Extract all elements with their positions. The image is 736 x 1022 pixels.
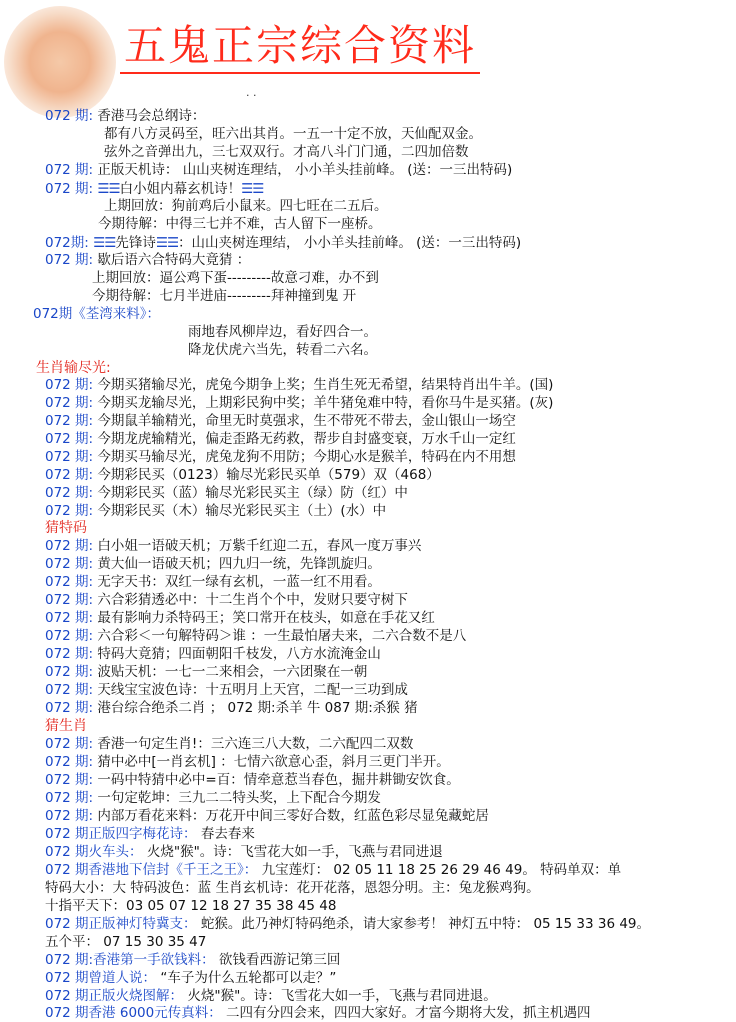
issue-label: 072 期正版神灯特冀支： [45,916,197,932]
text-line [45,413,516,430]
text-line [45,556,381,573]
line-text: 最有影响力杀特码王；笑口常开在枝头，如意在手花又红 [97,610,435,626]
bars-icon: ☰☰ [241,181,264,197]
line-text: 六合彩猜透必中：十二生肖个个中，发财只要守树下 [97,592,408,608]
line-text: 火烧"猴"。诗：飞雪花大如一手，飞燕与君同进退 [146,844,443,860]
line-text: 上期回放：狗前鸡后小鼠来。四七旺在二五后。 [104,198,388,214]
line-text: 猜中必中[一肖玄机] ：七情六欲意心歪，斜月三更门半开。 [97,754,450,770]
issue-label: 072 期: [45,772,94,788]
text-line [45,934,206,951]
issue-label: 072 期: [45,736,94,752]
issue-label: 072 期火车头： [45,844,143,860]
line-text: 先锋诗 [115,235,156,251]
line-text: 一句定乾坤：三九二二特头奖，上下配合今期发 [97,790,381,806]
line-text: 正版天机诗： 山山夹树连理结， 小小羊头挂前峰。 (送：一三出特码) [97,162,513,178]
issue-label: 072 期: [45,413,94,429]
text-line [92,270,379,287]
line-text: 今期鼠羊输精光，命里无时莫强求，生不带死不带去，金山银山一场空 [97,413,516,429]
text-line [45,790,381,807]
text-line [45,592,408,609]
text-line [45,431,516,448]
text-line [45,252,250,269]
text-line [45,880,540,897]
line-text: 九宝莲灯： 02 05 11 18 25 26 29 46 49。 特码单双：单 [261,862,622,878]
text-line [104,144,469,161]
text-line [45,449,516,466]
line-text: 五个平： 07 15 30 35 47 [45,934,207,950]
line-text: 二四有分四会来，四四大家好。才富今期将大发，抓主机遇四 [226,1005,591,1021]
text-line [45,682,408,699]
line-text: 今期彩民买（蓝）输尽光彩民买主（绿）防（红）中 [97,485,408,501]
line-text: 今期彩民买（0123）输尽光彩民买单（579）双（468） [97,467,440,483]
line-text: 波贴天机：一七一二来相会，一六团聚在一朝 [97,664,368,680]
issue-label: 072 期: [45,808,94,824]
line-text: 黄大仙一语破天机；四九归一统，先锋凯旋归。 [97,556,381,572]
issue-label: 072 期: [45,162,94,178]
text-line [45,754,450,771]
line-text: ：山山夹树连理结， 小小羊头挂前峰。 (送：一三出特码) [178,235,522,251]
issue-label: 072 期: [45,682,94,698]
text-line [92,288,356,305]
text-line [45,862,621,879]
text-line [45,377,553,394]
issue-label: 072 期正版四字梅花诗： [45,826,197,842]
section-title: 猜特码 [45,520,87,536]
text-line [188,342,377,359]
line-text: 十指平天下：03 05 07 12 18 27 35 38 45 48 [45,898,337,914]
issue-label: 072 期: [45,664,94,680]
text-line [45,646,381,663]
text-line [45,952,340,969]
text-line [45,700,418,717]
line-text: 今期龙虎输精光，偏走歪路无药救，帮步自封盛变衰，万水千山一定红 [97,431,516,447]
line-text: 特码大竟猜；四面朝阳千枝发，八方水流淹金山 [97,646,381,662]
line-text: 都有八方灵码至，旺六出其肖。一五一十定不放，天仙配双金。 [104,126,482,142]
section-heading [36,360,111,377]
line-text: 弦外之音弹出九，三七双双行。才高八斗门门通，二四加倍数 [104,144,469,160]
issue-label: 072 期: [45,556,94,572]
line-text: 春去春来 [200,826,255,842]
text-line [45,898,336,915]
text-line [45,467,440,484]
text-line [98,216,382,233]
issue-label: 072 期: [45,592,94,608]
line-text: 降龙伏虎六当先，转看二六名。 [188,342,377,358]
bars-icon: ☰☰ [155,235,179,251]
text-line [45,808,489,825]
line-text: 蛇猴。此乃神灯特码绝杀，请大家参考！ 神灯五中特： 05 15 33 36 49。 [200,916,650,932]
line-text: 白小姐内幕玄机诗！ [119,181,242,197]
text-line [45,772,460,789]
line-text: 今期买龙输尽光，上期彩民狗中奖；羊牛猪兔难中特，看你马牛是买猪。(灰) [97,395,554,411]
issue-label: 072 期: [45,610,94,626]
section-heading [45,520,87,537]
issue-label: 072 期: [45,538,94,554]
issue-label: 072 期曾道人说： [45,970,157,986]
line-text: 内部万看花来料：万花开中间三零好合数，红蓝色彩尽显兔藏蛇居 [97,808,489,824]
line-text: 特码大小：大 特码波色：蓝 生肖玄机诗：花开花落，恩怨分明。主：兔龙猴鸡狗。 [45,880,540,896]
issue-label: 072 期: [45,395,94,411]
text-line [104,126,482,143]
page-title: 五鬼正宗综合资料 [120,20,480,74]
issue-label: 072 期: [45,181,94,197]
section-title: 生肖输尽光: [36,360,111,376]
text-line [45,503,386,520]
text-line [45,916,650,933]
issue-label: 072 期: [45,252,94,268]
line-text: 今期买马输尽光，虎兔龙狗不用防；今期心水是猴羊，特码在内不用想 [97,449,516,465]
issue-label: 072 期香港 6000元传真料： [45,1005,222,1021]
text-line [45,538,421,555]
text-line [45,736,413,753]
issue-label: 072 期:香港第一手欲钱料： [45,952,215,968]
line-text: 今期待解：中得三七并不难，古人留下一座桥。 [98,216,382,232]
issue-label: 072 期: [45,467,94,483]
text-line [45,826,255,843]
bars-icon: ☰☰ [93,235,116,251]
line-text: 歇后语六合特码大竟猜 ： [97,252,251,268]
text-line [45,162,512,179]
text-line [104,198,388,215]
text-line [45,181,263,198]
line-text: 香港一句定生肖!：三六连三八大数，二六配四二双数 [97,736,414,752]
issue-label: 072 期: [45,700,94,716]
line-text: 雨地春风柳岸边，看好四合一。 [188,324,377,340]
issue-label: 072 期: [45,431,94,447]
text-line [45,610,435,627]
line-text: 天线宝宝波色诗：十五明月上天宫，二配一三功到成 [97,682,408,698]
issue-label: 072 期: [45,485,94,501]
line-text: 香港马会总纲诗： [97,108,206,124]
issue-label: 072 期: [45,754,94,770]
avatar [4,6,116,118]
line-text: 上期回放：逼公鸡下蛋---------故意刁难，办不到 [92,270,379,286]
text-line [45,664,367,681]
text-line [45,970,336,987]
section-heading [45,718,87,735]
text-line [188,324,377,341]
line-text: 欲钱看西游记第三回 [218,952,341,968]
line-text: 白小姐一语破天机；万紫千红迎二五，春风一度万事兴 [97,538,422,554]
issue-label: 072期《荃湾来料》： [33,306,161,322]
issue-label: 072 期: [45,503,94,519]
issue-label: 072 期正版火烧图解： [45,988,184,1004]
line-text: 港台综合绝杀二肖 ； 072 期:杀羊 牛 087 期:杀猴 猪 [97,700,418,716]
issue-label: 072 期: [45,574,94,590]
bars-icon: ☰☰ [97,181,120,197]
issue-label: 072 期: [45,449,94,465]
issue-label: 072 期香港地下信封《千王之王》： [45,862,258,878]
title-dots: . . [246,86,257,99]
text-line [45,395,553,412]
line-text: 六合彩＜一句解特码＞谁 ：一生最怕屠夫来，二六合数不是八 [97,628,467,644]
line-text: 今期待解：七月半进庙---------拜神撞到鬼 开 [92,288,357,304]
text-line [33,306,160,323]
issue-label: 072 期: [45,108,94,124]
line-text: 今期买猪输尽光，虎兔今期争上奖；生肖生死无希望，结果特肖出牛羊。(国) [97,377,554,393]
issue-label: 072 期: [45,790,94,806]
issue-label: 072 期: [45,628,94,644]
line-text: 今期彩民买（木）输尽光彩民买主（土）(水）中 [97,503,387,519]
text-line [45,235,521,252]
line-text: 无字天书：双红一绿有玄机，一蓝一红不用看。 [97,574,381,590]
section-title: 猜生肖 [45,718,87,734]
issue-label: 072 期: [45,377,94,393]
text-line [45,1005,591,1022]
line-text: 火烧"猴"。诗：飞雪花大如一手，飞燕与君同进退。 [187,988,497,1004]
line-text: “车子为什么五轮都可以走？” [160,970,337,986]
text-line [45,574,381,591]
text-line [45,844,443,861]
line-text: 一码中特猜中必中=百：情牵意惹当春色，掘井耕锄安饮食。 [97,772,460,788]
text-line [45,628,466,645]
text-line [45,485,408,502]
text-line [45,108,205,125]
issue-label: 072 期: [45,646,94,662]
issue-label: 072期: [45,235,89,251]
text-line [45,988,497,1005]
